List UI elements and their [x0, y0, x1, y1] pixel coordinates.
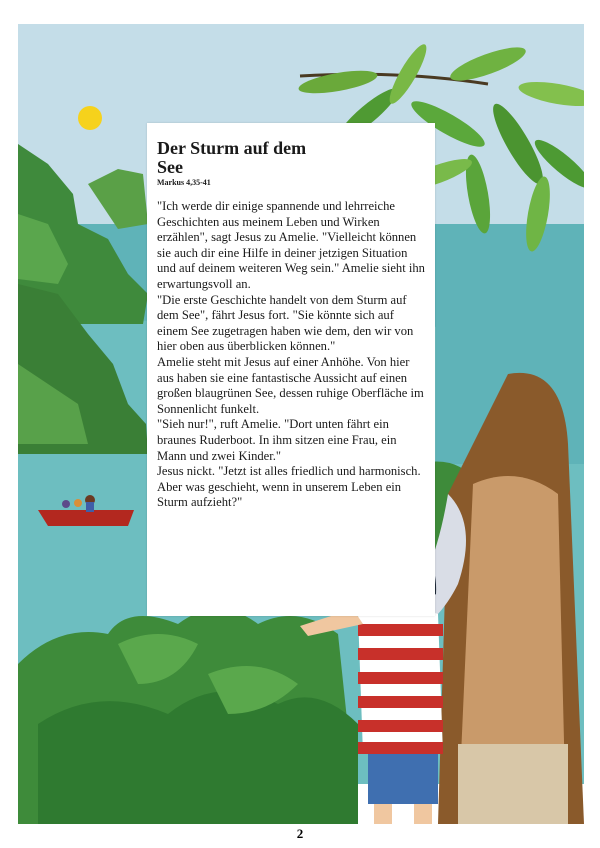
- story-paragraph: "Sieh nur!", ruft Amelie. "Dort unten fährt ein braunes Ruderboot. In ihm sitzen eine Frau, ein Mann und zwei Kinder.": [157, 417, 397, 463]
- story-paragraph: "Ich werde dir einige spannende und lehrreiche Geschichten aus meinem Leben und Wirken erzählen", sagt Jesus zu Amelie. "Vielleicht können sie auch dir eine Hilfe in deiner jetzigen Situation und auf deinem weiteren Weg sein." Amelie sieht ihn erwartungsvoll an.: [157, 199, 425, 291]
- story-paragraph: Amelie steht mit Jesus auf einer Anhöhe. Von hier aus haben sie eine fantastische Aussicht auf einen großen blaugrünen See, dessen ruhige Oberfläche im Sonnenlicht funkelt.: [157, 354, 424, 416]
- page-title: Der Sturm auf dem See: [157, 138, 307, 177]
- page-number: 2: [296, 826, 304, 841]
- story-text-panel: [147, 123, 435, 616]
- sun-icon: [78, 106, 102, 130]
- story-paragraph: "Die erste Geschichte handelt von dem Sturm auf dem See", fährt Jesus fort. "Sie könnte sich auf einem See zugetragen haben wie dem, den wir von hier oben aus überblicken können.": [157, 292, 414, 354]
- bible-reference: Markus 4,35-41: [157, 178, 211, 187]
- story-paragraph: Jesus nickt. "Jetzt ist alles friedlich und harmonisch. Aber was geschieht, wenn in unserem Leben ein Sturm aufzieht?": [157, 464, 421, 510]
- story-body: [157, 199, 425, 511]
